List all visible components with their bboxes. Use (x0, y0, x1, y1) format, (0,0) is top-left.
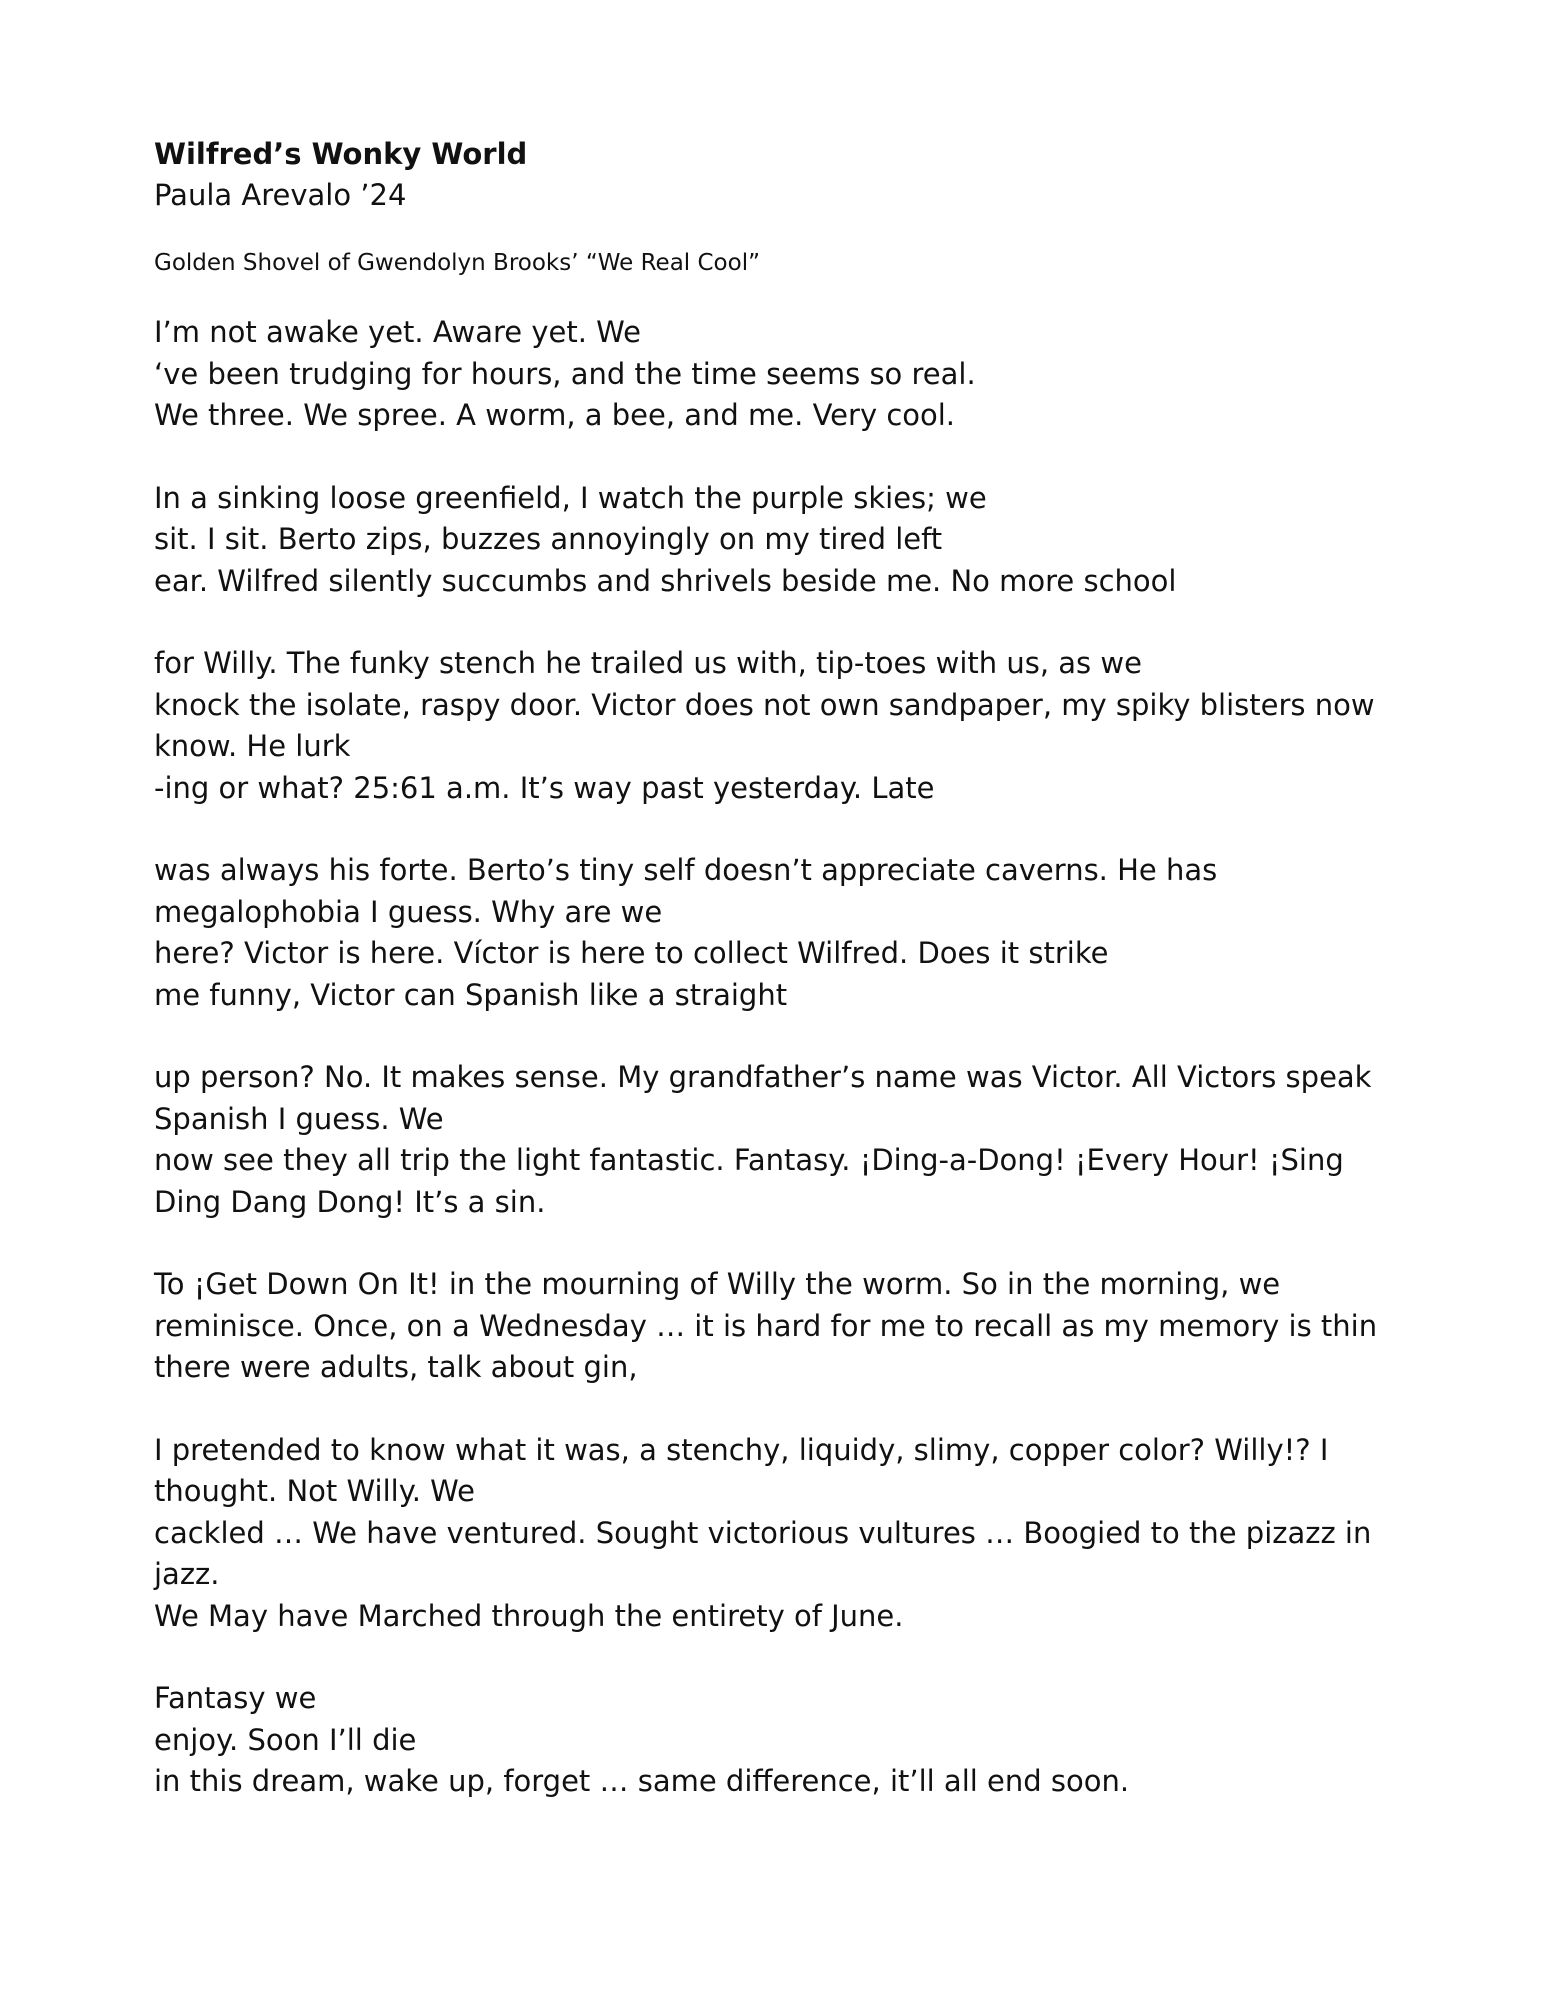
poem-subtitle: Golden Shovel of Gwendolyn Brooks’ “We Real Cool” (154, 250, 761, 276)
poem-line: now see they all trip the light fantastic. Fantasy. ¡Ding-a-Dong! ¡Every Hour! ¡Sing Ding Dang Dong! It’s a sin. (154, 1143, 1344, 1219)
poem-line: in this dream, wake up, forget … same difference, it’ll all end soon. (154, 1764, 1130, 1798)
poem-line: up person? No. It makes sense. My grandfather’s name was Victor. All Victors speak Spanish I guess. We (154, 1060, 1372, 1136)
poem-line: me funny, Victor can Spanish like a straight (154, 977, 788, 1012)
poem-line: We May have Marched through the entirety of June. (154, 1598, 904, 1633)
poem-line: for Willy. The funky stench he trailed us with, tip-toes with us, as we (154, 646, 1142, 680)
poem-line: In a sinking loose greenfield, I watch the purple skies; we (154, 480, 987, 515)
poem-line: To ¡Get Down On It! in the mourning of Willy the worm. So in the morning, we (154, 1267, 1281, 1301)
stanza-2 (154, 478, 1394, 603)
poem-line: knock the isolate, raspy door. Victor does not own sandpaper, my spiky blisters now know. He lurk (154, 687, 1375, 763)
poem-title: Wilfred’s Wonky World (154, 137, 528, 171)
stanza-4 (154, 850, 1394, 1016)
poem-line: there were adults, talk about gin, (154, 1350, 638, 1384)
stanza-1 (154, 312, 1394, 437)
poem-line: I pretended to know what it was, a stenchy, liquidy, slimy, copper color? Willy!? I thought. Not Willy. We (154, 1432, 1329, 1508)
poem-line: sit. I sit. Berto zips, buzzes annoyingly on my tired left (154, 522, 943, 556)
stanza-8 (154, 1678, 1394, 1803)
stanza-5 (154, 1057, 1394, 1223)
poem-author: Paula Arevalo ’24 (154, 178, 407, 212)
poem-line: -ing or what? 25:61 a.m. It’s way past yesterday. Late (154, 770, 935, 805)
stanza-6 (154, 1264, 1394, 1389)
poem-line: ear. Wilfred silently succumbs and shrivels beside me. No more school (154, 563, 1177, 598)
stanza-3 (154, 643, 1394, 809)
poem-line: enjoy. Soon I’ll die (154, 1722, 417, 1757)
document-page (154, 134, 1394, 1844)
poem-line: We three. We spree. A worm, a bee, and me. Very cool. (154, 398, 956, 432)
poem-line: Fantasy we (154, 1681, 317, 1715)
poem-line: was always his forte. Berto’s tiny self doesn’t appreciate caverns. He has megalophobia I guess. Why are we (154, 853, 1218, 929)
poem-line: cackled … We have ventured. Sought victorious vultures … Boogied to the pizazz in jazz. (154, 1515, 1372, 1591)
poem-line: here? Victor is here. Víctor is here to collect Wilfred. Does it strike (154, 936, 1109, 970)
poem-line: reminisce. Once, on a Wednesday … it is hard for me to recall as my memory is thin (154, 1308, 1378, 1343)
stanza-7 (154, 1430, 1394, 1638)
poem-line: I’m not awake yet. Aware yet. We (154, 315, 641, 349)
poem-line: ‘ve been trudging for hours, and the time seems so real. (154, 356, 976, 391)
